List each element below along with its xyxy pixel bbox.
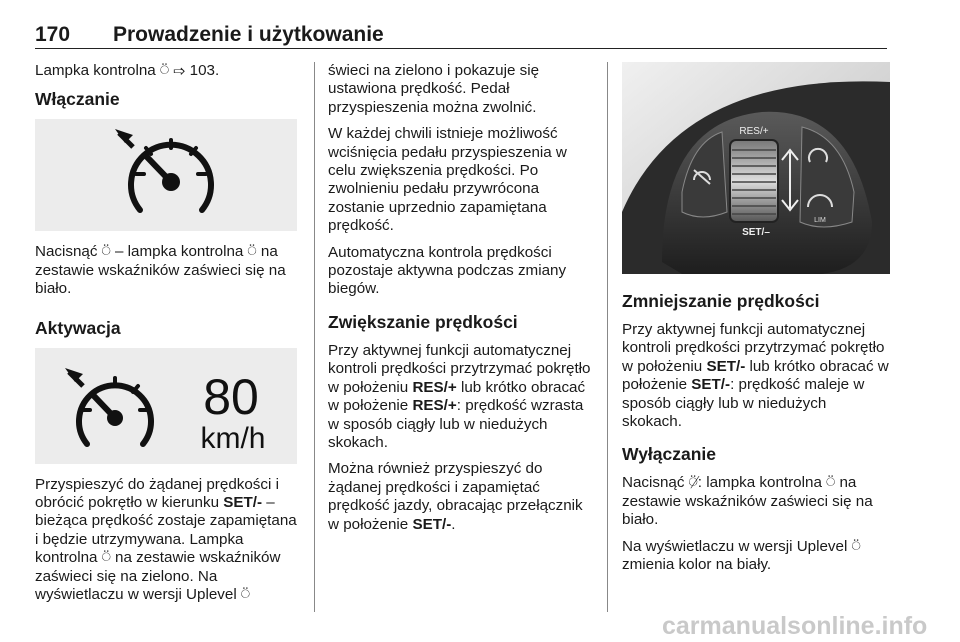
intro-text: Lampka kontrolna ⍥ ⇨ 103. [35,62,220,79]
photo-label-set: SET/– [742,227,770,238]
page-title: Prowadzenie i użytkowanie [113,23,384,46]
steering-wheel-controls-photo [622,62,890,274]
cruise-control-icon-figure [35,119,297,231]
text-przyspieszyc: Przyspieszyć do żądanej prędkości i obrócić pokrętło w kierunku SET/- – bieżąca prędkość zostaje zapamiętana i będzie utrzymywana. Lampka kontrolna ⍥ na zestawie wskaźników zaświeci się na zielono. Na wyświetlaczu w wersji Uplevel ⍥ [35,475,297,604]
column-divider [607,62,608,612]
heading-zmniejszanie: Zmniejszanie prędkości [622,291,820,311]
page-number: 170 [35,23,71,46]
text-uplevel: Na wyświetlaczu w wersji Uplevel ⍥ zmienia kolor na biały. [622,537,861,574]
text-w-kazdej-chwili: W każdej chwili istnieje możliwość wciśnięcia pedału przyspieszenia w celu zwiększenia prędkości. Po zwolnieniu pedału przywrócona zostanie uprzednio zapamiętana prędkość. [328,125,567,235]
heading-wylaczanie: Wyłączanie [622,444,717,465]
text-nacisnac: Nacisnąć ⍥ – lampka kontrolna ⍥ na zestawie wskaźników zaświeci się na biało. [35,243,286,298]
speedometer-set-icon [35,348,297,464]
steering-wheel-switch-illustration [622,62,890,274]
display-speed-unit: km/h [200,421,266,455]
text-zwiekszanie: Przy aktywnej funkcji automatycznej kontroli prędkości przytrzymać pokrętło w położeniu RES/+ lub krótko obracać w położenie RES/+: prędkość wzrasta w sposób ciągły lub w niedużych skokach. [328,341,591,451]
speed-display-figure [35,348,297,464]
watermark: carmanualsonline.info [662,612,928,640]
photo-label-res: RES/+ [739,126,769,137]
text-zmniejszanie: Przy aktywnej funkcji automatycznej kontroli prędkości przytrzymać pokrętło w położeniu SET/- lub krótko obracać w położenie SET/-: prędkość maleje w sposób ciągły lub w niedużych skokach. [622,321,889,431]
column-1 [35,62,297,612]
text-continuation: świeci na zielono i pokazuje się ustawiona prędkość. Pedał przyspieszenia można zwolnić. [328,62,540,116]
speedometer-icon [35,119,297,231]
column-3 [622,62,890,582]
photo-label-lim: LIM [814,217,826,224]
page-header [35,24,887,49]
heading-aktywacja: Aktywacja [35,317,121,338]
display-speed-value: 80 [203,368,259,425]
column-divider [314,62,315,612]
text-mozna-rowniez: Można również przyspieszyć do żądanej prędkości i zapamiętać prędkość jazdy, obracając przełącznik w położenie SET/-. [328,460,583,533]
text-wylaczanie: Nacisnąć ⍥̸: lampka kontrolna ⍥ na zestawie wskaźników zaświeci się na biało. [622,474,873,529]
heading-wlaczanie: Włączanie [35,89,120,110]
heading-zwiekszanie: Zwiększanie prędkości [328,311,518,332]
text-automatyczna: Automatyczna kontrola prędkości pozostaje aktywna podczas zmiany biegów. [328,243,567,298]
column-2 [328,62,594,542]
